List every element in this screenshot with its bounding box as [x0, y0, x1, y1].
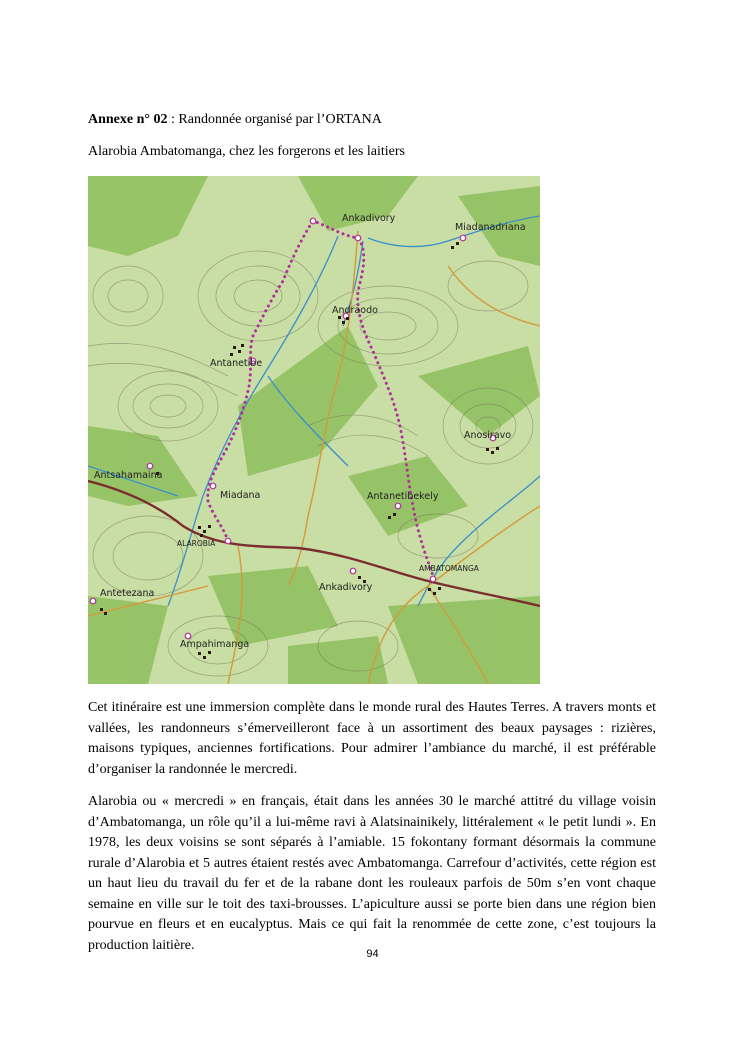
label-antetezana: Antetezana — [100, 588, 155, 599]
map-canvas — [88, 176, 540, 684]
paragraph-alarobia: Alarobia ou « mercredi » en français, était dans les années 30 le marché attitré du village voisin d’Ambatomanga, un rôle qu’il a lui-même ravi à Alatsinainikely, littéralement « le petit lundi ». En 1978, les deux voisins se sont séparés à l’amiable. 15 fokontany formant désormais la commune rurale d’Alarobia et 5 autres étaient restés avec Ambatomanga. Carrefour d’activités, cette région est un haut lieu du travail du fer et de la rabane dont les rouleaux parfois de 50m s’en vont chaque semaine en ville sur le toit des taxi-brousses. L’apiculture aussi se porte bien dans une région bien pourvue en fleurs et en eucalyptus. Mais ce qui fait la renommée de cette zone, c’est toujours la production laitière. — [88, 794, 656, 953]
label-antanetibe: Antanetibe — [210, 358, 263, 369]
page-number: 94 — [366, 948, 379, 960]
label-anosiravo: Anosiravo — [464, 430, 512, 441]
annex-heading — [88, 112, 382, 128]
label-antsahamaina: Antsahamaina — [94, 470, 163, 481]
hiking-route-map — [88, 176, 540, 684]
route-subtitle: Alarobia Ambatomanga, chez les forgerons et les laitiers — [88, 144, 405, 159]
label-miadana: Miadana — [220, 490, 261, 501]
annex-label: Annexe n° 02 — [88, 112, 168, 127]
label-andraodo: Andraodo — [332, 305, 378, 316]
label-miadanadriana: Miadanadriana — [455, 222, 526, 233]
label-ampahimanga: Ampahimanga — [180, 639, 250, 650]
label-antanetibekely: Antanetibekely — [367, 491, 439, 502]
label-alarobia: ALAROBIA — [177, 539, 216, 548]
annex-separator: : — [167, 112, 179, 127]
label-ankadivory-north: Ankadivory — [342, 213, 396, 224]
paragraph-itinerary: Cet itinéraire est une immersion complète dans le monde rural des Hautes Terres. A travers monts et vallées, les randonneurs s’émerveilleront face à un assortiment des beaux paysages : rizières, maisons typiques, anciennes fortifications. Pour admirer l’ambiance du marché, il est préférable d’organiser la randonnée le mercredi. — [88, 700, 656, 777]
label-ambatomanga: AMBATOMANGA — [419, 564, 479, 573]
label-ankadivory-south: Ankadivory — [319, 582, 373, 593]
annex-title: Randonnée organisé par l’ORTANA — [178, 112, 382, 127]
